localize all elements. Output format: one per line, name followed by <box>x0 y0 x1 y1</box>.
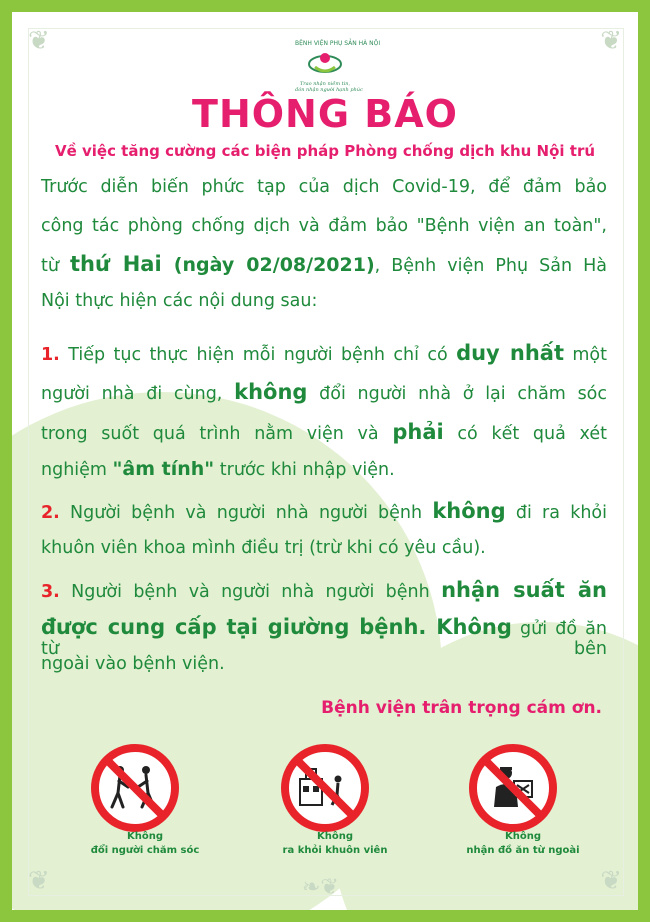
corner-ornament-icon: ❦ <box>600 866 622 896</box>
text: người nhà đi cùng, <box>41 384 235 404</box>
emphasis: không <box>234 380 308 404</box>
corner-ornament-icon: ❦ <box>600 26 622 56</box>
item-2-line <box>41 499 607 523</box>
no-leaving-premises-icon <box>280 743 370 833</box>
text: , Bệnh viện Phụ Sản Hà <box>374 256 607 276</box>
item-1-line <box>41 341 607 365</box>
intro-line <box>41 252 607 276</box>
notice-title: THÔNG BÁO <box>192 92 458 136</box>
sign-caption <box>255 830 415 858</box>
text: Người bệnh và người nhà người bệnh <box>59 503 433 523</box>
no-swap-caregiver-icon <box>90 743 180 833</box>
text: Người bệnh và người nhà người bệnh <box>59 582 442 602</box>
item-3-line <box>41 615 607 659</box>
text: gửi đồ ăn từ bên <box>41 619 607 659</box>
sign-caption <box>65 830 225 858</box>
item-1-line <box>41 420 607 444</box>
intro-line: Nội thực hiện các nội dung sau: <box>41 291 318 311</box>
bottom-ornament-icon: ❧❦ <box>302 875 339 900</box>
caption-line: nhận đồ ăn từ ngoài <box>466 845 580 856</box>
intro-line: công tác phòng chống dịch và đảm bảo "Bệnh viện an toàn", <box>41 216 607 236</box>
text: Tiếp tục thực hiện mỗi người bệnh chỉ có <box>59 345 457 365</box>
item-1-line <box>41 458 607 480</box>
text: một <box>563 345 607 365</box>
text: trong suốt quá trình nằm viện và <box>41 424 393 444</box>
emphasis: phải <box>392 420 444 444</box>
text: nghiệm <box>41 460 113 480</box>
corner-ornament-icon: ❦ <box>28 26 50 56</box>
text: đi ra khỏi <box>505 503 607 523</box>
thanks-line: Bệnh viện trân trọng cám ơn. <box>321 698 602 718</box>
item-number: 1. <box>41 345 60 365</box>
text: từ <box>41 256 70 276</box>
emphasis: duy nhất <box>456 341 564 365</box>
caption-line: Không <box>316 831 353 842</box>
corner-ornament-icon: ❦ <box>28 866 50 896</box>
emphasis: thứ Hai <box>70 252 162 276</box>
text: trước khi nhập viện. <box>214 460 395 480</box>
emphasis: "âm tính" <box>112 458 215 480</box>
emphasis: Không <box>426 615 512 639</box>
sign-caption <box>443 830 603 858</box>
text: đổi người nhà ở lại chăm sóc <box>307 384 608 404</box>
emphasis: không <box>432 499 506 523</box>
no-outside-food-icon <box>468 743 558 833</box>
logo-emblem-icon <box>305 47 345 77</box>
item-number: 2. <box>41 503 60 523</box>
caption-line: Không <box>126 831 163 842</box>
notice-subtitle: Về việc tăng cường các biện pháp Phòng chống dịch khu Nội trú <box>54 142 596 160</box>
intro-line: Trước diễn biến phức tạp của dịch Covid-19, để đảm bảo <box>41 177 607 197</box>
text: có kết quả xét <box>443 424 607 444</box>
item-1-line <box>41 380 607 404</box>
item-3-line: ngoài vào bệnh viện. <box>41 654 225 674</box>
caption-line: Không <box>504 831 541 842</box>
caption-line: đổi người chăm sóc <box>90 845 200 856</box>
logo-name: BỆNH VIỆN PHỤ SẢN HÀ NỘI <box>295 40 381 47</box>
item-2-line: khuôn viên khoa mình điều trị (trừ khi có yêu cầu). <box>41 538 486 558</box>
item-number: 3. <box>41 582 60 602</box>
caption-line: ra khỏi khuôn viên <box>282 845 388 856</box>
logo-slogan: Trao nhận niềm tin, <box>299 81 351 87</box>
notice-poster <box>12 12 638 910</box>
item-3-line <box>41 578 607 602</box>
date: (ngày 02/08/2021) <box>161 254 375 276</box>
emphasis: nhận suất ăn <box>441 578 607 602</box>
logo-slogan: đón nhận người hạnh phúc <box>295 87 363 93</box>
emphasis: được cung cấp tại giường bệnh. <box>41 615 427 639</box>
